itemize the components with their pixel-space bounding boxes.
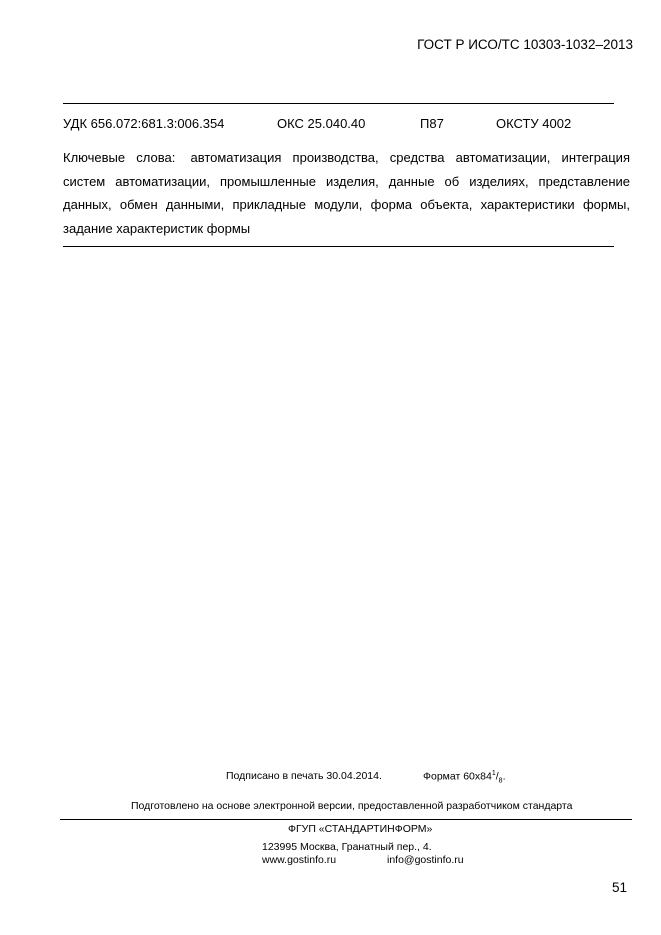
keywords-label: Ключевые слова: xyxy=(63,150,176,165)
okstu-code: ОКСТУ 4002 xyxy=(496,116,572,131)
keywords-text: автоматизация производства, средства автоматизации, интеграция систем автоматизации, промышленные изделия, данные об изделиях, представление данных, обмен данными, прикладные модули, форма объекта, характеристики формы, задание характеристик формы xyxy=(63,150,630,236)
standard-designation: ГОСТ Р ИСО/ТС 10303-1032–2013 xyxy=(417,37,633,52)
paper-format-end: . xyxy=(502,770,506,783)
publisher-address: 123995 Москва, Гранатный пер., 4. xyxy=(262,841,432,853)
udk-code: УДК 656.072:681.3:006.354 xyxy=(63,116,225,131)
paper-format: Формат $60х84^1/_8$. xyxy=(423,770,506,785)
signed-date: Подписано в печать 30.04.2014. xyxy=(226,770,382,782)
page-number: 51 xyxy=(611,880,627,895)
publisher-email[interactable]: info@gostinfo.ru xyxy=(387,854,464,866)
publisher-website[interactable]: www.gostinfo.ru xyxy=(262,854,337,866)
oks-code: ОКС 25.040.40 xyxy=(277,116,366,131)
keywords-paragraph xyxy=(63,146,630,240)
top-divider xyxy=(63,103,614,104)
paper-format-label: Формат 60х84 xyxy=(423,770,492,783)
keywords-divider xyxy=(63,246,614,247)
publisher-name: ФГУП «СТАНДАРТИНФОРМ» xyxy=(288,823,433,835)
paper-format-numerator: 1 xyxy=(491,770,496,777)
group-code: П87 xyxy=(420,116,444,131)
prepared-note: Подготовлено на основе электронной версии, предоставленной разработчиком стандарта xyxy=(131,800,573,812)
footer-divider xyxy=(60,819,632,820)
paper-format-denominator: 8 xyxy=(498,777,503,785)
